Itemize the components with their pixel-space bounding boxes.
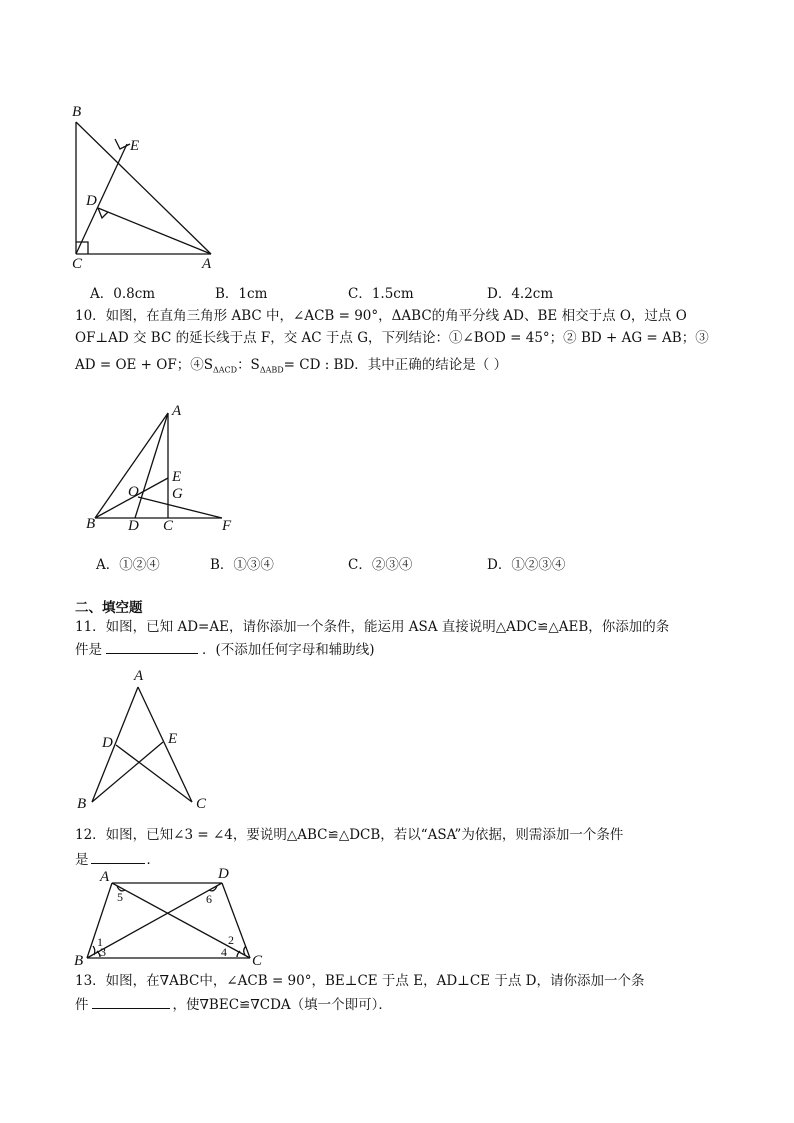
q11-label-B: B <box>77 796 87 812</box>
label-D: D <box>86 193 97 209</box>
q10-line3-end: = CD : BD．其中正确的结论是（ ） <box>283 357 508 373</box>
label-A: A <box>202 256 212 272</box>
q12-angle-2: 2 <box>228 933 234 947</box>
q12-line2-pre: 是 <box>75 852 89 868</box>
q10-line3-a: AD = OE + OF；④S <box>75 357 213 373</box>
q12-angle-1: 1 <box>97 935 103 949</box>
q9-option-b: B．1cm <box>215 286 268 302</box>
label-E: E <box>130 138 140 154</box>
q10-label-C: C <box>163 518 174 534</box>
q10-line2: OF⊥AD 交 BC 的延长线于点 F，交 AC 于点 G，下列结论：①∠BOD = 45°；② BD + AG = AB；③ <box>75 330 709 346</box>
q13-line2-pre: 件 <box>75 997 89 1013</box>
q12-angle-5: 5 <box>117 890 123 904</box>
q11-label-E: E <box>168 731 178 747</box>
q13-line2 <box>75 994 392 1014</box>
q10-label-B: B <box>86 516 96 532</box>
q10-option-d: D．①②③④ <box>487 557 566 573</box>
q11-line2-post: ．(不添加任何字母和辅助线) <box>202 642 375 658</box>
q10-label-F: F <box>222 518 232 534</box>
q9-option-a: A．0.8cm <box>90 286 156 302</box>
q12-angle-3: 3 <box>100 945 106 959</box>
q10-option-c: C．②③④ <box>348 557 413 573</box>
q13-line2-post: ，使∇BEC≌∇CDA（填一个即可）． <box>172 997 392 1013</box>
q12-angle-6: 6 <box>206 892 212 906</box>
q10-option-a: A．①②④ <box>96 557 160 573</box>
q10-option-b: B．①③④ <box>210 557 274 573</box>
q10-label-G: G <box>172 486 183 502</box>
q10-label-A: A <box>172 403 182 419</box>
q9-option-d: D．4.2cm <box>487 286 554 302</box>
q10-line3-mid: ：S <box>237 357 260 373</box>
q12-label-B: B <box>74 953 84 969</box>
q13-line1: 13．如图，在∇ABC中，∠ACB = 90°，BE⊥CE 于点 E，AD⊥CE 于点 D，请你添加一个条 <box>75 973 645 989</box>
q10-label-E: E <box>172 469 182 485</box>
q10-label-D: D <box>128 518 139 534</box>
label-C: C <box>72 256 83 272</box>
q9-option-c: C．1.5cm <box>348 286 414 302</box>
q12-label-C: C <box>252 953 263 969</box>
q12-angle-4: 4 <box>221 945 227 959</box>
q11-line1: 11．如图，已知 AD=AE，请你添加一个条件，能运用 ASA 直接说明△ADC≌△AEB，你添加的条 <box>75 619 670 635</box>
label-B: B <box>72 104 82 120</box>
q10-sub2: ΔABD <box>259 365 284 375</box>
q11-label-A: A <box>134 668 144 684</box>
q11-line2-pre: 件是 <box>75 642 102 658</box>
q12-label-D: D <box>218 866 229 882</box>
q12-label-A: A <box>100 869 110 885</box>
q10-sub1: ΔACD <box>212 365 238 375</box>
q11-label-C: C <box>196 796 207 812</box>
q12-line1: 12．如图，已知∠3 = ∠4，要说明△ABC≌△DCB，若以“ASA”为依据，则需添加一个条件 <box>75 827 624 843</box>
q11-label-D: D <box>102 735 113 751</box>
q13-answer-blank[interactable] <box>92 994 170 1009</box>
q10-label-O: O <box>128 484 139 500</box>
q10-line1: 10．如图，在直角三角形 ABC 中，∠ACB = 90°，ΔABC的角平分线 AD、BE 相交于点 O，过点 O <box>75 308 687 324</box>
q12-line2-post: ． <box>146 852 160 868</box>
section-heading-fill-blank: 二、填空题 <box>75 600 143 616</box>
